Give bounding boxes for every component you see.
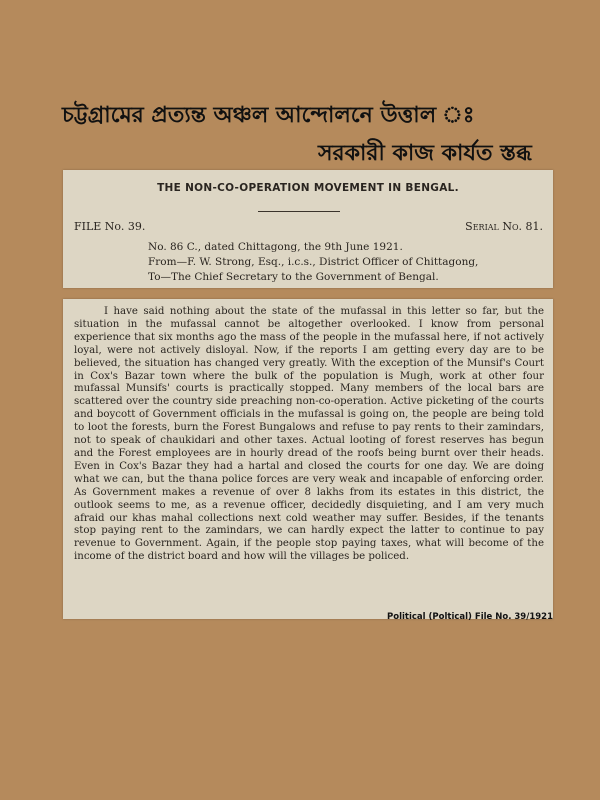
letter-reference: No. 86 C., dated Chittagong, the 9th June 1921. [148, 241, 403, 253]
document-heading: THE NON-CO-OPERATION MOVEMENT IN BENGAL. [157, 182, 459, 194]
letter-to: To—The Chief Secretary to the Government of Bengal. [148, 271, 439, 283]
bangla-title-line2: সরকারী কাজ কার্যত স্তব্ধ [318, 141, 532, 166]
bangla-title-line1: চট্টগ্রামের প্রত্যন্ত অঞ্চল আন্দোলনে উত্তাল ঃ [62, 103, 475, 128]
letter-from: From—F. W. Strong, Esq., i.c.s., District Officer of Chittagong, [148, 256, 479, 268]
letter-meta [148, 240, 478, 285]
letter-paragraph: I have said nothing about the state of the mufassal in this letter so far, but the situation in the mufassal cannot be altogether overlooked. I know from personal experience that six months ago the mass of the people in the mufassal here, if not actively loyal, were not actively disloyal. Now, if the reports I am getting every day are to be believed, the situation has changed very greatly. With the exception of the Munsif's Court in Cox's Bazar town where the bulk of the population is Mugh, work at other four mufassal Munsifs' courts is practically stopped. Many members of the local bars are scattered over the country side preaching non-co-operation. Active picketing of the courts and boycott of Government officials in the mufassal is going on, the people are being told to loot the forests, burn the Forest Bungalows and refuse to pay rents to their zamindars, not to speak of chaukidari and other taxes. Actual looting of forest reserves has begun and the Forest employees are in hourly dread of the roofs being burnt over their heads. Even in Cox's Bazar they had a hartal and closed the courts for one day. We are doing what we can, but the thana police forces are very weak and incapable of enforcing order. As Government makes a revenue of over 8 lakhs from its estates in this district, the outlook seems to me, as a revenue officer, decidedly disquieting, and I am very much afraid our khas mahal collections next cold weather may suffer. Besides, if the tenants stop paying rent to the zamindars, we can hardly expect the latter to continue to pay revenue to Government. Again, if the people stop paying taxes, what will become of the income of the district board and how will the villages be policed. [74, 306, 544, 563]
file-number: FILE No. 39. [74, 220, 146, 233]
letter-clipping [63, 299, 553, 619]
source-caption: Political (Poltical) File No. 39/1921 [387, 612, 553, 622]
serial-number: Serial No. 81. [465, 220, 543, 233]
heading-rule [258, 211, 340, 212]
header-clipping [63, 170, 553, 288]
